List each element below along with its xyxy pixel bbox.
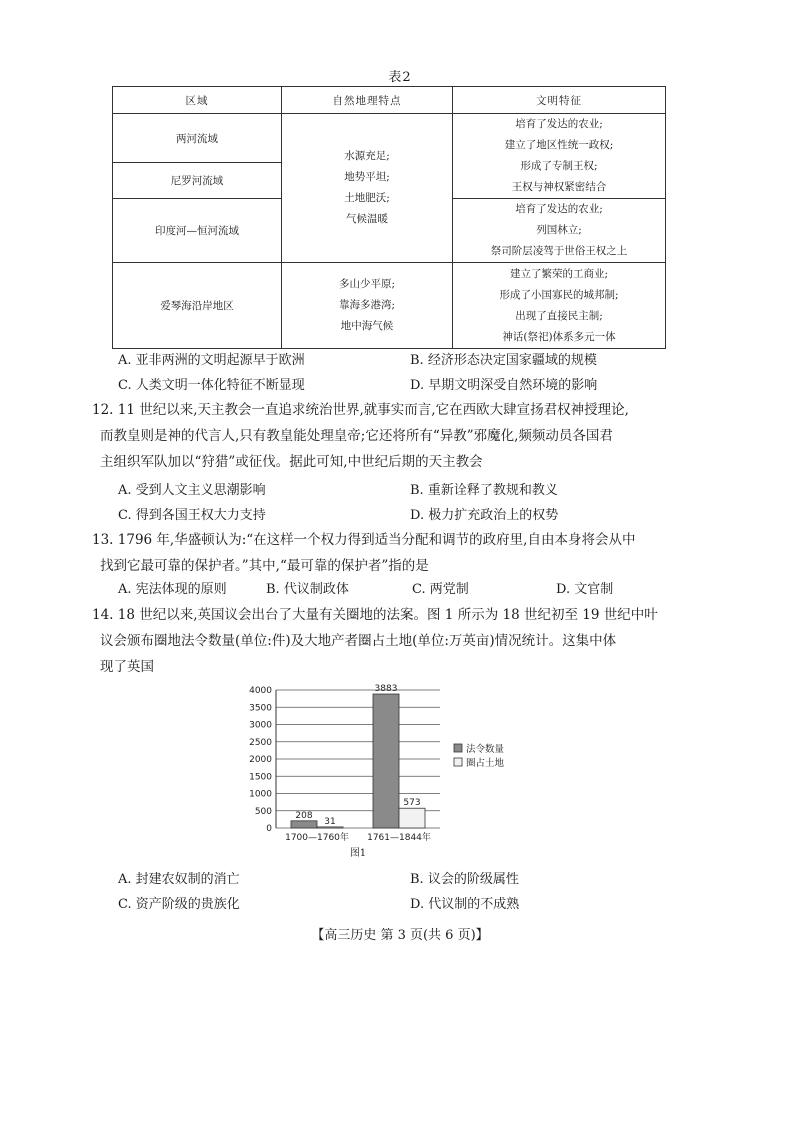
- legend-swatch: [454, 744, 462, 752]
- page-footer: 【高三历史 第 3 页(共 6 页)】: [311, 928, 489, 943]
- region-cell: 尼罗河流域: [113, 163, 282, 199]
- q13-option-a: A. 宪法体现的原则: [118, 582, 227, 597]
- data-label: 573: [403, 798, 421, 809]
- q14-option-a: A. 封建农奴制的消亡: [118, 872, 240, 887]
- y-tick-label: 3000: [249, 720, 272, 731]
- region-cell: 爱琴海沿岸地区: [113, 263, 282, 349]
- q13-option-c: C. 两党制: [412, 582, 469, 597]
- header-civilization: 文明特征: [453, 87, 666, 114]
- y-tick-label: 1500: [249, 772, 272, 783]
- q14-option-b: B. 议会的阶级属性: [410, 872, 519, 887]
- enclosure-bar-chart: [240, 680, 580, 870]
- civ-cell-group1: 培育了发达的农业; 建立了地区性统一政权; 形成了专制王权; 王权与神权紧密结合: [453, 114, 666, 199]
- q11-option-c: C. 人类文明一体化特征不断显现: [118, 378, 305, 393]
- y-tick-label: 2000: [249, 755, 272, 765]
- q11-option-a: A. 亚非两洲的文明起源早于欧洲: [118, 353, 305, 368]
- table-row: [113, 114, 666, 163]
- header-geography: 自然地理特点: [282, 87, 453, 114]
- q13-options: [118, 578, 678, 600]
- bar: [291, 821, 317, 828]
- q12-option-c: C. 得到各国王权大力支持: [118, 508, 266, 523]
- q11-option-d: D. 早期文明深受自然环境的影响: [410, 378, 598, 393]
- bar: [399, 808, 425, 828]
- bar: [373, 694, 399, 828]
- q12-stem: 12. 11 世纪以来,天主教会一直追求统治世界,就事实而言,它在西欧大肆宣扬君权神授理论, 而教皇则是神的代言人,只有教皇能处理皇帝;它还将所有“异教”邪魔化,频频动员各国君 主组织军队加以“狩猎”或征伐。据此可知,中世纪后期的天主教会: [92, 402, 629, 470]
- y-tick-label: 2500: [249, 737, 272, 748]
- y-tick-label: 1000: [249, 789, 272, 800]
- y-tick-label: 500: [254, 806, 272, 817]
- x-tick-label: 1700—1760年: [285, 833, 349, 843]
- q14-option-d: D. 代议制的不成熟: [410, 897, 520, 912]
- bar: [317, 827, 343, 828]
- geography-table: [112, 86, 666, 349]
- y-tick-label: 3500: [249, 703, 272, 714]
- civ-cell-group3: 建立了繁荣的工商业; 形成了小国寡民的城邦制; 出现了直接民主制; 神话(祭祀)体系多元一体: [453, 263, 666, 349]
- table-title: 表2: [388, 70, 412, 85]
- table-header-row: [113, 87, 666, 114]
- region-cell: 印度河—恒河流域: [113, 199, 282, 263]
- q11-option-b: B. 经济形态决定国家疆域的规模: [410, 353, 597, 368]
- y-tick-label: 4000: [249, 686, 272, 696]
- data-label: 3883: [374, 684, 398, 695]
- q13-stem: 13. 1796 年,华盛顿认为:“在这样一个权力得到适当分配和调节的政府里,自由本身将会从中 找到它最可靠的保护者。”其中,“最可靠的保护者”指的是: [92, 532, 636, 574]
- y-tick-label: 0: [266, 824, 272, 834]
- region-cell: 两河流域: [113, 114, 282, 163]
- x-tick-label: 1761—1844年: [367, 833, 431, 843]
- header-region: 区域: [113, 87, 282, 114]
- civ-cell-group2: 培育了发达的农业; 列国林立; 祭司阶层凌驾于世俗王权之上: [453, 199, 666, 263]
- data-label: 208: [295, 810, 313, 821]
- legend-label: 法令数量: [466, 744, 505, 755]
- q13-option-b: B. 代议制政体: [266, 582, 349, 597]
- data-label: 31: [324, 816, 336, 827]
- q12-option-b: B. 重新诠释了教规和教义: [410, 483, 558, 498]
- chart-title: 图1: [349, 848, 367, 859]
- q14-option-c: C. 资产阶级的贵族化: [118, 897, 240, 912]
- geo-cell-group2: 多山少平原; 靠海多港湾; 地中海气候: [282, 263, 453, 349]
- q13-option-d: D. 文官制: [556, 582, 614, 597]
- table-row: [113, 263, 666, 349]
- geo-cell-group1: 水源充足; 地势平坦; 土地肥沃; 气候温暖: [282, 114, 453, 263]
- q12-option-a: A. 受到人文主义思潮影响: [118, 483, 266, 498]
- legend-label: 圈占土地: [466, 758, 505, 769]
- q12-option-d: D. 极力扩充政治上的权势: [410, 508, 559, 523]
- legend-swatch: [454, 758, 462, 766]
- q14-stem: 14. 18 世纪以来,英国议会出台了大量有关圈地的法案。图 1 所示为 18 世纪初至 19 世纪中叶 议会颁布圈地法令数量(单位:件)及大地产者圈占土地(单位:万英亩)情况统计。这集中体 现了英国: [92, 607, 658, 675]
